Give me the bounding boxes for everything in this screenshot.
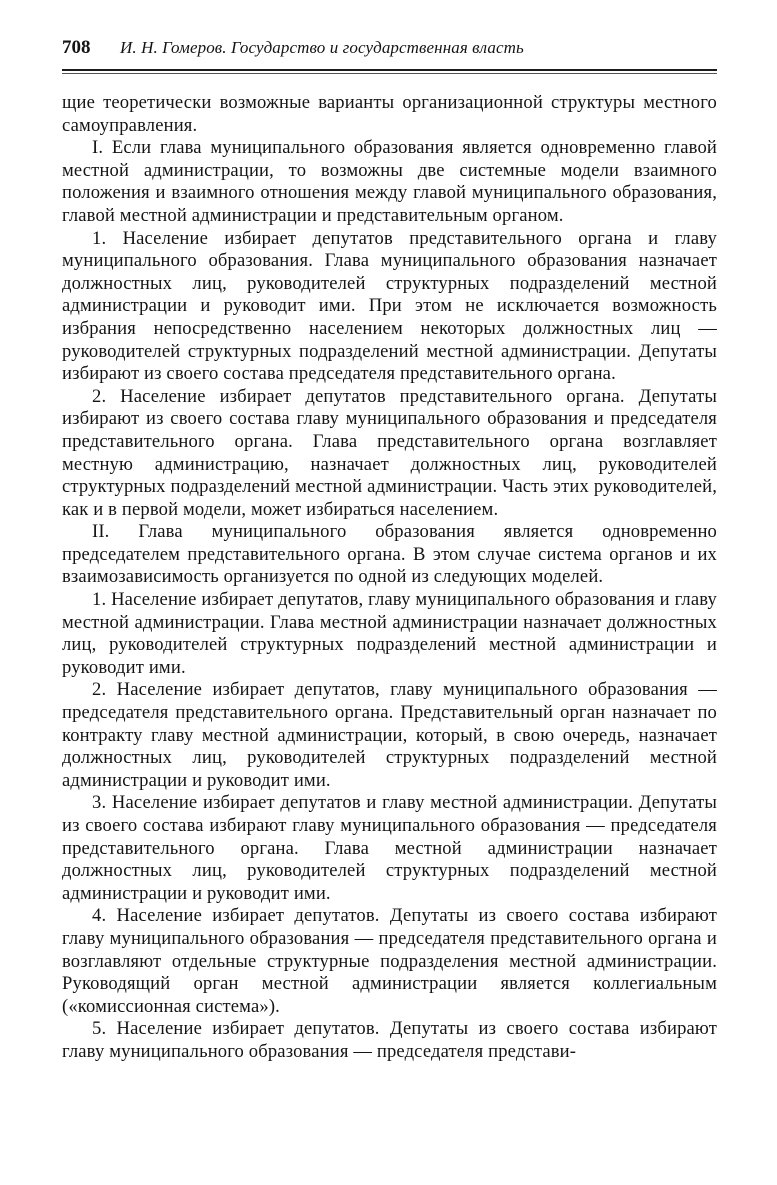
paragraph: щие теоретически возможные варианты организационной структуры местного самоуправления. <box>62 92 717 136</box>
paragraph: 5. Население избирает депутатов. Депутаты из своего состава избирают главу муниципального образования — председателя представи- <box>62 1018 717 1062</box>
paragraph: 1. Население избирает депутатов представительного органа и главу муниципального образования. Глава муниципального образования назначает должностных лиц, руководителей структурных подразделений местной администрации и руководит ими. При этом не исключается возможность избрания непосредственно населением некоторых должностных лиц — руководителей структурных подразделений местной администрации. Депутаты избирают из своего состава председателя представительного органа. <box>62 227 717 385</box>
paragraph: I. Если глава муниципального образования является одновременно главой местной администрации, то возможны две системные модели взаимного положения и взаимного отношения между главой муниципального образования, главой местной администрации и представительным органом. <box>62 137 717 226</box>
paragraph: 1. Население избирает депутатов, главу муниципального образования и главу местной администрации. Глава местной администрации назначает должностных лиц, руководителей структурных подразделений местной администрации и руководит ими. <box>62 589 717 678</box>
paragraph: 2. Население избирает депутатов представительного органа. Депутаты избирают из своего состава главу муниципального образования и председателя представительного органа. Глава представительного органа возглавляет местную администрацию, назначает должностных лиц, руководителей структурных подразделений местной администрации. Часть этих руководителей, как и в первой модели, может избираться населением. <box>62 385 717 520</box>
paragraph: 3. Население избирает депутатов и главу местной администрации. Депутаты из своего состава избирают главу муниципального образования — председателя представительного органа. Глава местной администрации назначает должностных лиц, руководителей структурных подразделений местной администрации и руководит ими. <box>62 792 717 904</box>
page-number: 708 <box>62 37 91 58</box>
page-header <box>62 36 717 68</box>
header-rule <box>62 69 717 71</box>
running-title: И. Н. Гомеров. Государство и государственная власть <box>120 38 524 57</box>
paragraph: II. Глава муниципального образования является одновременно председателем представительного органа. В этом случае система органов и их взаимозависимость организуется по одной из следующих моделей. <box>62 521 717 588</box>
book-page <box>62 36 717 1062</box>
paragraph: 4. Население избирает депутатов. Депутаты из своего состава избирают главу муниципального образования — председателя представительного органа и возглавляют отдельные структурные подразделения местной администрации. Руководящий орган местной администрации является коллегиальным («комиссионная система»). <box>62 905 717 1017</box>
body-text <box>62 92 717 1064</box>
header-rule-thin <box>62 73 717 74</box>
paragraph: 2. Население избирает депутатов, главу муниципального образования — председателя представительного органа. Представительный орган назначает по контракту главу местной администрации, который, в свою очередь, назначает должностных лиц, руководителей структурных подразделений местной администрации и руководит ими. <box>62 679 717 791</box>
